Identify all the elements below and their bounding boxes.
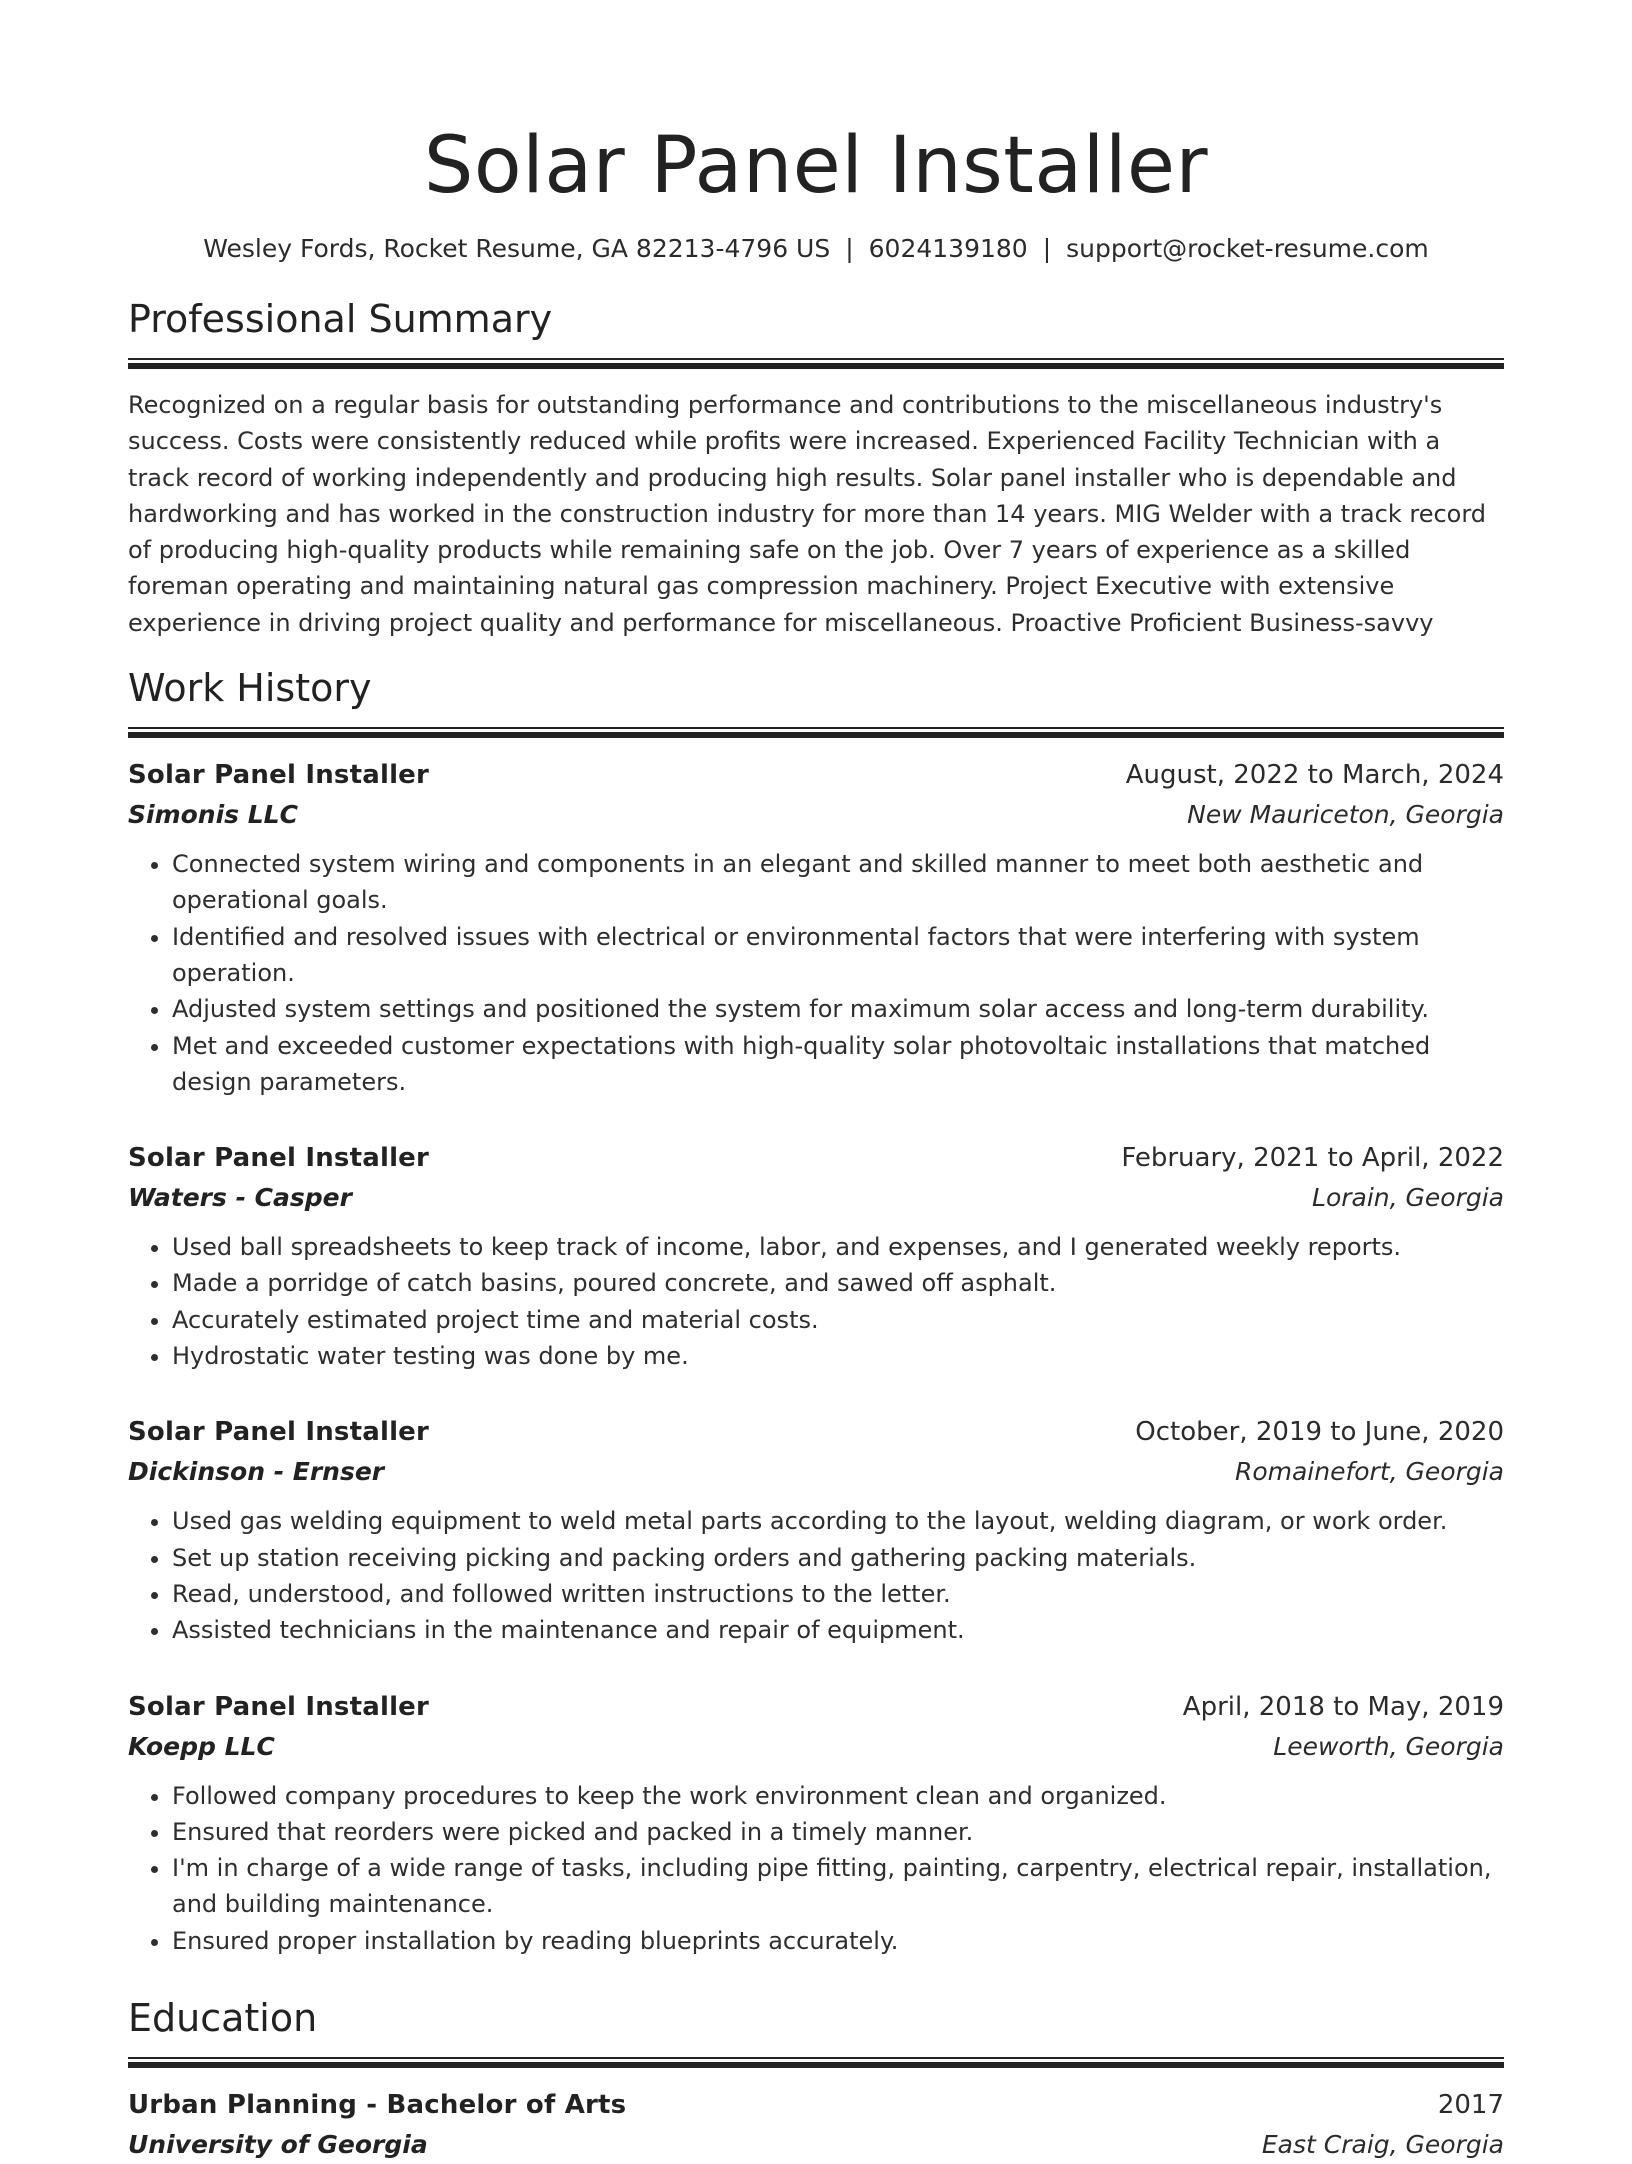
job-location: New Mauriceton, Georgia <box>1187 800 1504 830</box>
section-divider <box>128 727 1504 738</box>
job-bullet: • Connected system wiring and components in an elegant and skilled manner to meet both aesthetic and operational goals. <box>172 846 1504 919</box>
job-bullets <box>128 1229 1504 1374</box>
section-title-summary: Professional Summary <box>128 297 553 341</box>
education-year: 2017 <box>1437 2090 1504 2121</box>
contact-address: Wesley Fords, Rocket Resume, GA 82213-4796 US <box>203 234 831 263</box>
job-entry <box>128 755 1504 1100</box>
job-location: Romainefort, Georgia <box>1234 1457 1504 1487</box>
contact-separator: | <box>1042 234 1052 263</box>
job-title: Solar Panel Installer <box>128 1417 430 1448</box>
contact-email: support@rocket-resume.com <box>1066 234 1429 263</box>
job-bullet: • Followed company procedures to keep the work environment clean and organized. <box>172 1778 1504 1814</box>
summary-section <box>128 296 1504 641</box>
job-location: Lorain, Georgia <box>1312 1183 1504 1213</box>
job-bullet: • Hydrostatic water testing was done by me. <box>172 1338 1504 1374</box>
resume-name: Solar Panel Installer <box>423 121 1209 211</box>
education-school: University of Georgia <box>128 2130 428 2160</box>
work-history-section <box>128 665 1504 1959</box>
job-bullet: • Met and exceeded customer expectations with high-quality solar photovoltaic installations that matched design parameters. <box>172 1028 1504 1101</box>
education-section <box>128 1995 1504 2164</box>
job-company: Koepp LLC <box>128 1731 275 1761</box>
education-location: East Craig, Georgia <box>1261 2130 1504 2160</box>
section-title-work: Work History <box>128 666 372 711</box>
job-bullet: • Used gas welding equipment to weld metal parts according to the layout, welding diagram, or work order. <box>172 1503 1504 1539</box>
job-bullet: • Adjusted system settings and positioned the system for maximum solar access and long-term durability. <box>172 991 1504 1027</box>
job-bullet: • Assisted technicians in the maintenance and repair of equipment. <box>172 1612 1504 1648</box>
job-bullet: • Ensured that reorders were picked and packed in a timely manner. <box>172 1814 1504 1850</box>
job-bullet: • Made a porridge of catch basins, poured concrete, and sawed off asphalt. <box>172 1265 1504 1301</box>
job-bullet: • Read, understood, and followed written instructions to the letter. <box>172 1576 1504 1612</box>
section-title-education: Education <box>128 1996 318 2041</box>
summary-text: Recognized on a regular basis for outstanding performance and contributions to the miscellaneous industry's success. Costs were consistently reduced while profits were increased. Experienced Facility Technician with a track record of working independently and producing high results. Solar panel installer who is dependable and hardworking and has worked in the construction industry for more than 14 years. MIG Welder with a track record of producing high-quality products while remaining safe on the job. Over 7 years of experience as a skilled foreman operating and maintaining natural gas compression machinery. Project Executive with extensive experience in driving project quality and performance for miscellaneous. Proactive Proficient Business-savvy <box>128 391 1487 637</box>
job-entry <box>128 1412 1504 1648</box>
resume-page <box>128 0 1504 2164</box>
job-location: Leeworth, Georgia <box>1273 1731 1504 1761</box>
job-entry <box>128 1687 1504 1959</box>
job-company: Waters - Casper <box>128 1183 352 1213</box>
job-dates: February, 2021 to April, 2022 <box>1121 1143 1504 1174</box>
job-dates: August, 2022 to March, 2024 <box>1125 760 1504 791</box>
job-bullet: • I'm in charge of a wide range of tasks, including pipe fitting, painting, carpentry, electrical repair, installation, and building maintenance. <box>172 1850 1504 1923</box>
contact-separator: | <box>845 234 854 263</box>
section-divider <box>128 358 1504 369</box>
job-bullet: • Set up station receiving picking and packing orders and gathering packing materials. <box>172 1540 1504 1576</box>
job-title: Solar Panel Installer <box>128 1143 430 1174</box>
job-bullet: • Used ball spreadsheets to keep track of income, labor, and expenses, and I generated weekly reports. <box>172 1229 1504 1265</box>
job-company: Dickinson - Ernser <box>128 1457 385 1487</box>
contact-phone: 6024139180 <box>868 234 1028 263</box>
section-divider <box>128 2057 1504 2068</box>
job-bullets <box>128 1778 1504 1959</box>
job-company: Simonis LLC <box>128 800 298 830</box>
job-entry <box>128 1138 1504 1374</box>
contact-line <box>128 232 1504 266</box>
education-entry <box>128 2085 1504 2164</box>
job-bullets <box>128 846 1504 1100</box>
job-dates: April, 2018 to May, 2019 <box>1182 1691 1504 1722</box>
job-title: Solar Panel Installer <box>128 1691 430 1722</box>
job-title: Solar Panel Installer <box>128 760 430 791</box>
job-bullet: • Identified and resolved issues with electrical or environmental factors that were interfering with system operation. <box>172 919 1504 992</box>
job-bullets <box>128 1503 1504 1648</box>
job-dates: October, 2019 to June, 2020 <box>1135 1417 1504 1448</box>
job-bullet: • Accurately estimated project time and material costs. <box>172 1302 1504 1338</box>
education-degree: Urban Planning - Bachelor of Arts <box>128 2090 627 2121</box>
job-bullet: • Ensured proper installation by reading blueprints accurately. <box>172 1923 1504 1959</box>
